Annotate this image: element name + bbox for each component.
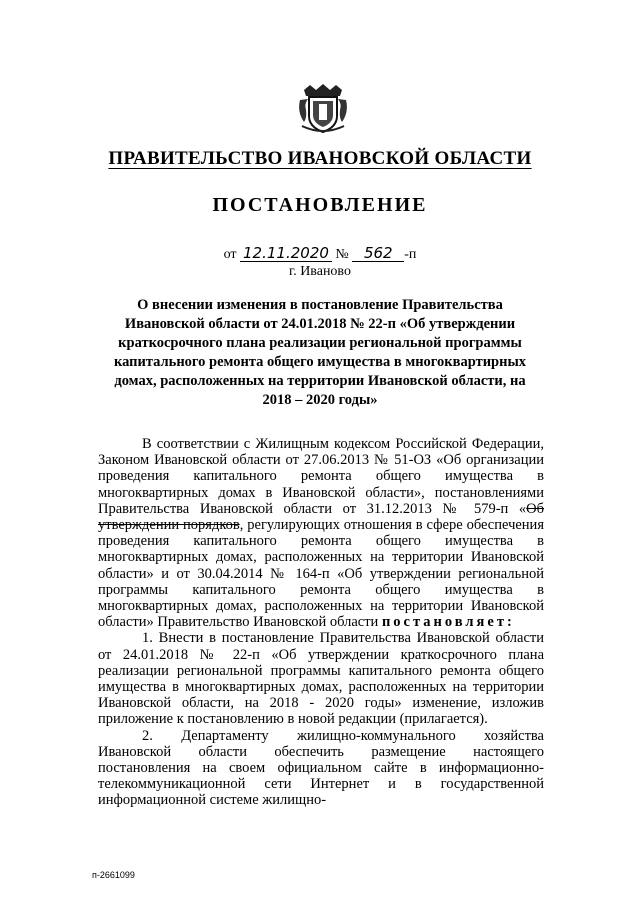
document-body	[98, 436, 544, 809]
city: г. Иваново	[289, 264, 351, 279]
preamble-part2: , регулирующих отношения в сфере обеспечения проведения капитального ремонта общего имущества в многоквартирных домах, расположенных на территории Ивановской области» и от 30.04.2014 № 164-п «Об утверждении региональной программы капитального ремонта общего имущества в многоквартирных домах, расположенных на территории Ивановской области» Правительство Ивановской области	[98, 517, 544, 631]
item-1-paragraph: 1. Внести в постановление Правительства Ивановской области от 24.01.2018 № 22-п «Об утверждении краткосрочного плана реализации региональной программы капитального ремонта общего имущества в многоквартирных домах, расположенных на территории Ивановской области, на 2018 - 2020 годы» изменение, изложив приложение к постановлению в новой редакции (прилагается).	[98, 630, 544, 728]
item-2-paragraph: 2. Департаменту жилищно-коммунального хозяйства Ивановской области обеспечить размещение настоящего постановления на своем официальном сайте в информационно-телекоммуникационной сети Интернет и в государственной информационной системе жилищно-	[98, 727, 544, 809]
preamble-part1: В соответствии с Жилищным кодексом Российской Федерации, Законом Ивановской области от 27.06.2013 № 51-ОЗ «Об организации проведения капитального ремонта общего имущества в многоквартирных домах в Ивановской области», постановлениями Правительства Ивановской области от 31.12.2013 № 579-п «	[98, 436, 544, 517]
handwritten-number: 562	[352, 246, 404, 262]
date-prefix: от	[223, 247, 237, 262]
document-type: ПОСТАНОВЛЕНИЕ	[212, 194, 428, 216]
government-title: ПРАВИТЕЛЬСТВО ИВАНОВСКОЙ ОБЛАСТИ	[108, 148, 532, 169]
number-suffix: -п	[404, 247, 417, 262]
decree-word: постановляет:	[381, 614, 515, 631]
preamble-paragraph	[98, 436, 544, 630]
struck-text: Об утверждении порядков	[98, 500, 544, 534]
number-prefix: №	[335, 247, 349, 262]
registration-line	[0, 246, 640, 263]
document-code: п-2661099	[92, 870, 135, 880]
ivanovo-coat-of-arms-icon	[296, 82, 350, 136]
handwritten-date: 12.11.2020	[240, 246, 332, 262]
document-heading: О внесении изменения в постановление Правительства Ивановской области от 24.01.2018 № 22-п «Об утверждении краткосрочного плана реализации региональной программы капитального ремонта общего имущества в многоквартирных домах, расположенных на территории Ивановской области, на 2018 – 2020 годы»	[113, 297, 527, 408]
